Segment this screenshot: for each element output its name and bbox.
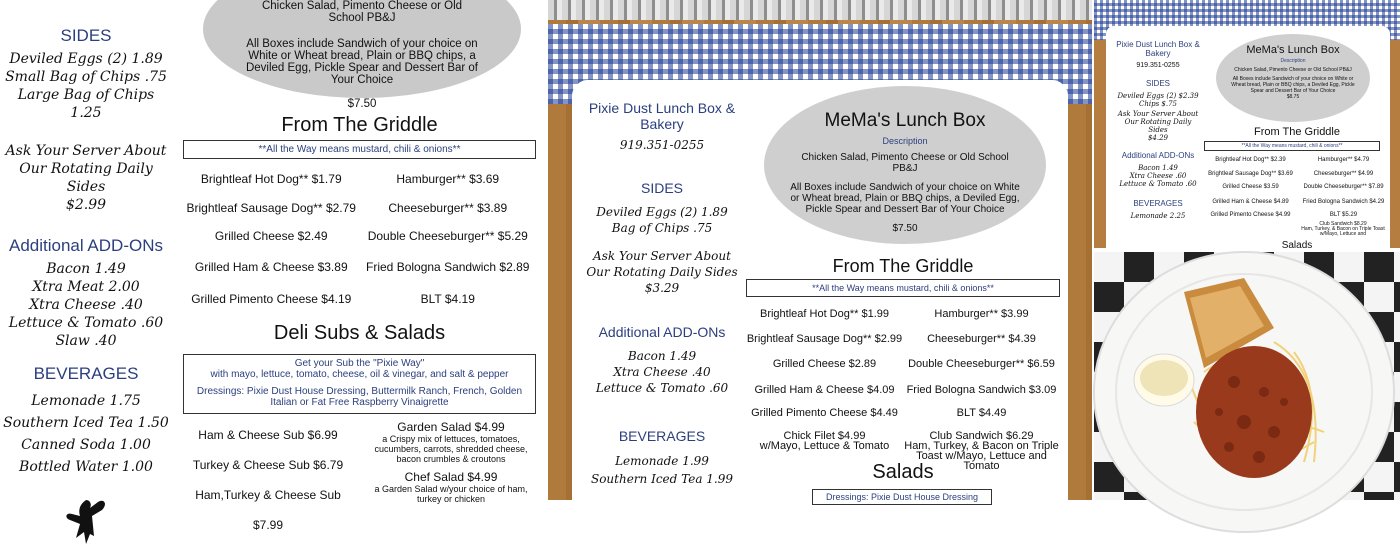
left-column	[1114, 40, 1202, 220]
ask-server-text: Ask Your Server About Our Rotating Daily Sides	[586, 249, 738, 279]
salads-note: Dressings: Pixie Dust House Dressing	[812, 489, 992, 505]
beverage-item: Lemonade 1.99	[615, 454, 709, 468]
beverages-title: BEVERAGES	[618, 428, 706, 444]
side-item: Deviled Eggs (2) 1.89	[596, 205, 728, 219]
beverage-item: Canned Soda 1.00	[21, 437, 151, 453]
menu-item: Cheeseburger** $3.89	[388, 201, 508, 215]
menu-item: Brightleaf Hot Dog** $2.39	[1215, 157, 1286, 163]
griddle-row	[746, 358, 1060, 370]
addon-item: Xtra Cheese .60	[1129, 172, 1187, 180]
menu-item: Cheeseburger** $4.39	[927, 333, 1036, 345]
griddle-row	[1204, 184, 1390, 190]
sides-title: SIDES	[640, 180, 683, 196]
sides-title: SIDES	[60, 26, 112, 45]
menu-item: Brightleaf Hot Dog** $1.79	[200, 172, 342, 186]
menu-item: Brightleaf Sausage Dog** $3.69	[1208, 171, 1293, 177]
box-title: MeMa's Lunch Box	[824, 110, 986, 131]
griddle-note: **All the Way means mustard, chili & onions**	[1204, 141, 1380, 151]
menu-item: Grilled Pimento Cheese $4.99	[1210, 212, 1291, 218]
menu-item: Grilled Ham & Cheese $4.09	[754, 384, 895, 396]
menu-item: Fried Bologna Sandwich $2.89	[366, 260, 530, 274]
chef-salad-desc: a Garden Salad w/your choice of ham, turkey or chicken	[374, 484, 528, 504]
griddle-row	[746, 384, 1060, 396]
griddle-row	[1204, 171, 1390, 177]
griddle-row	[746, 333, 1060, 345]
club-sandwich-name: Club Sandwich $6.29	[929, 430, 1034, 442]
menu-panel-3	[1094, 0, 1400, 251]
addon-item: Bacon 1.49	[1138, 164, 1178, 172]
chick-filet-desc: w/Mayo, Lettuce & Tomato	[759, 440, 890, 452]
left-column	[0, 0, 172, 555]
menu-item: Brightleaf Sausage Dog** $2.79	[186, 201, 356, 215]
addons-title: Additional ADD-ONs	[8, 236, 163, 255]
menu-item: Fried Bologna Sandwich $3.09	[906, 384, 1057, 396]
griddle-row	[183, 229, 536, 243]
griddle-row	[183, 260, 536, 274]
brand-name: Pixie Dust Lunch Box & Bakery	[1116, 40, 1200, 58]
oval-price: $7.50	[347, 98, 377, 110]
griddle-row	[183, 201, 536, 215]
oval-line-1: Chicken Salad, Pimento Cheese or Old School PB&J	[1234, 67, 1352, 73]
deli-note-3: Dressings: Pixie Dust House Dressing, Buttermilk Ranch, French, Golden Italian or Fat Free Raspberry Vinaigrette	[196, 386, 523, 408]
menu-item: Double Cheeseburger** $6.59	[908, 358, 1055, 370]
addon-item: Slaw .40	[55, 333, 117, 349]
menu-item: BLT $5.29	[1329, 212, 1358, 218]
side-item: Deviled Eggs (2) 1.89	[9, 51, 163, 67]
brand-name: Pixie Dust Lunch Box & Bakery	[588, 100, 736, 132]
spaghetti-plate-image	[1094, 252, 1400, 500]
sides-title: SIDES	[1145, 79, 1170, 88]
phone-number: 919.351-0255	[619, 138, 705, 152]
fairy-icon	[56, 490, 116, 550]
griddle-note: **All the Way means mustard, chili & onions**	[746, 279, 1060, 297]
griddle-row	[1204, 157, 1390, 163]
menu-item: Grilled Pimento Cheese $4.19	[191, 292, 352, 306]
side-item: Chips $.75	[1139, 100, 1177, 108]
addons-title: Additional ADD-ONs	[1121, 151, 1195, 160]
menu-item: Double Cheeseburger** $7.89	[1303, 184, 1384, 190]
griddle-title: From The Griddle	[281, 114, 438, 136]
deli-note-2: with mayo, lettuce, tomato, cheese, oil & vinegar, and salt & pepper	[210, 369, 509, 380]
oval-line-1: Chicken Salad, Pimento Cheese or Old School PB&J	[261, 0, 463, 24]
sub-item: Ham,Turkey & Cheese Sub $7.99	[195, 488, 341, 532]
beverage-item: Southern Iced Tea 1.50	[3, 415, 169, 431]
menu-item: Grilled Cheese $2.89	[772, 358, 877, 370]
menu-item: Grilled Cheese $2.49	[214, 229, 328, 243]
club-sandwich-desc: Ham, Turkey, & Bacon on Triple Toast w/Mayo, Lettuce and Tomato	[904, 440, 1059, 472]
deli-note-1: Get your Sub the "Pixie Way"	[294, 358, 425, 369]
ask-server-text: Ask Your Server About Our Rotating Daily Sides	[5, 143, 167, 195]
addons-title: Additional ADD-ONs	[598, 324, 726, 340]
menu-item: Hamburger** $4.79	[1317, 157, 1370, 163]
addon-item: Lettuce & Tomato .60	[8, 315, 164, 331]
addon-item: Xtra Cheese .40	[613, 365, 711, 379]
subs-list	[183, 420, 353, 540]
griddle-title: From The Griddle	[1254, 126, 1340, 138]
sub-item: Turkey & Cheese Sub $6.79	[192, 458, 344, 472]
griddle-row	[746, 308, 1060, 320]
griddle-row	[183, 292, 536, 306]
beverage-item: Lemonade 2.25	[1130, 212, 1186, 220]
griddle-row	[183, 172, 536, 186]
menu-item: BLT $4.49	[956, 407, 1007, 419]
chick-filet-name: Chick Filet $4.99	[783, 430, 866, 442]
beverage-item: Southern Iced Tea 1.99	[590, 472, 734, 486]
club-sandwich-desc: Ham, Turkey, & Bacon on Triple Toast w/Mayo, Lettuce and	[1301, 226, 1385, 237]
menu-item: Fried Bologna Sandwich $4.29	[1302, 199, 1385, 205]
club-sandwich	[1298, 222, 1388, 237]
oval-price: $8.75	[1286, 94, 1300, 100]
side-item: Small Bag of Chips .75	[5, 69, 167, 85]
beverage-item: Bottled Water 1.00	[19, 459, 153, 475]
sub-item: Ham & Cheese Sub $6.99	[198, 428, 338, 442]
oval-line-2: All Boxes include Sandwich of your choice on White or Wheat bread, Plain or BBQ chips, a Deviled Egg, Pickle Spear and Dessert Bar of Your Choice	[1231, 76, 1355, 94]
beverages-title: BEVERAGES	[33, 364, 139, 383]
salads-title: Salads	[872, 461, 934, 483]
menu-panel-1	[0, 0, 548, 532]
menu-item: BLT $4.19	[420, 292, 475, 306]
box-title: MeMa's Lunch Box	[1246, 44, 1340, 56]
addon-item: Xtra Cheese .40	[29, 297, 143, 313]
addon-item: Lettuce & Tomato .60	[1119, 180, 1197, 188]
metal-strip	[548, 0, 1092, 20]
side-item: Deviled Eggs (2) $2.39	[1117, 92, 1199, 100]
addon-item: Bacon 1.49	[46, 261, 126, 277]
beverages-title: BEVERAGES	[1133, 199, 1183, 208]
menu-panel-2	[548, 0, 1092, 500]
griddle-row	[1204, 199, 1390, 205]
spaghetti-photo	[1094, 252, 1400, 500]
oval-line-1: Chicken Salad, Pimento Cheese or Old School PB&J	[801, 152, 1009, 174]
griddle-note: **All the Way means mustard, chili & onions**	[183, 140, 536, 159]
ask-server-price: $3.29	[644, 281, 680, 295]
deli-note-box	[183, 354, 536, 414]
side-item: Bag of Chips .75	[611, 221, 713, 235]
ask-server-text: Ask Your Server About Our Rotating Daily Sides	[1117, 110, 1199, 134]
menu-item: Brightleaf Sausage Dog** $2.99	[746, 333, 903, 345]
box-description-label: Description	[882, 136, 928, 146]
left-column	[582, 100, 742, 488]
addon-item: Xtra Meat 2.00	[32, 279, 140, 295]
menu-item: Hamburger** $3.69	[396, 172, 500, 186]
menu-item: Grilled Pimento Cheese $4.49	[751, 407, 898, 419]
addon-item: Lettuce & Tomato .60	[595, 381, 729, 395]
menu-item: Cheeseburger** $4.99	[1313, 171, 1374, 177]
lunch-box-oval	[203, 0, 521, 110]
box-description-label: Description	[1280, 58, 1306, 64]
ask-server-price: $4.29	[1147, 134, 1169, 142]
club-sandwich-name: Club Sandwich $8.29	[1319, 221, 1367, 227]
menu-item: Grilled Ham & Cheese $3.89	[194, 260, 348, 274]
side-item: Large Bag of Chips 1.25	[17, 87, 155, 121]
menu-item: Hamburger** $3.99	[934, 308, 1029, 320]
salads-list	[366, 420, 536, 504]
deli-title: Deli Subs & Salads	[273, 322, 446, 344]
menu-item: Grilled Cheese $3.59	[1222, 184, 1279, 190]
garden-salad-desc: a Crispy mix of lettuces, tomatoes, cucumbers, carrots, shredded cheese, bacon crumbles & croutons	[374, 434, 528, 464]
griddle-row	[746, 407, 1060, 419]
oval-line-2: All Boxes include Sandwich of your choice on White or Wheat bread, Plain or BBQ chips, a Deviled Egg, Pickle Spear and Dessert Bar of Your Choice	[790, 182, 1020, 215]
griddle-row	[1204, 212, 1390, 218]
beverage-item: Lemonade 1.75	[31, 393, 141, 409]
menu-item: Double Cheeseburger** $5.29	[367, 229, 528, 243]
garden-salad: Garden Salad $4.99	[397, 420, 505, 434]
addon-item: Bacon 1.49	[627, 349, 697, 363]
ask-server-price: $2.99	[65, 197, 107, 213]
salads-title: Salads	[1281, 240, 1313, 251]
oval-price: $7.50	[892, 223, 918, 234]
menu-item: Grilled Ham & Cheese $4.89	[1212, 199, 1289, 205]
menu-item: Brightleaf Hot Dog** $1.99	[759, 308, 890, 320]
lunch-box-oval	[764, 86, 1046, 244]
griddle-title: From The Griddle	[832, 256, 974, 276]
phone-number: 919.351-0255	[1136, 62, 1180, 69]
lunch-box-oval	[1216, 34, 1370, 122]
chef-salad: Chef Salad $4.99	[404, 470, 498, 484]
oval-line-2: All Boxes include Sandwich of your choice on White or Wheat bread, Plain or BBQ chips, a Deviled Egg, Pickle Spear and Dessert Bar of Your Choice	[245, 38, 479, 86]
